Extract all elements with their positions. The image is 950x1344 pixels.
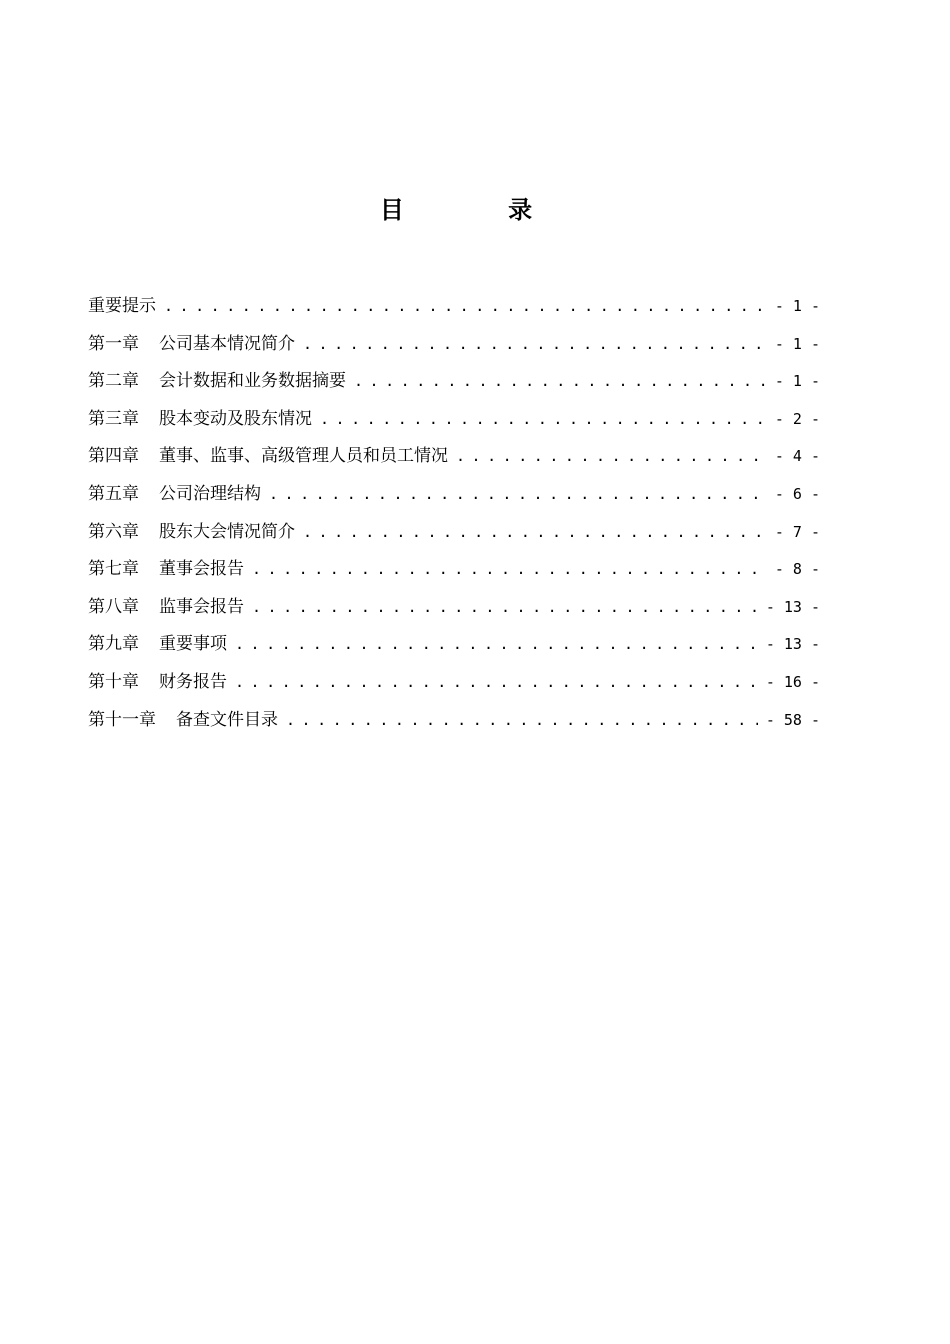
toc-chapter-label: 第七章 (88, 559, 139, 580)
toc-chapter-label: 第十一章 (88, 709, 156, 730)
toc-leader-dots (303, 326, 767, 364)
toc-page-number: - 6 - (774, 484, 820, 503)
toc-page-number: - 1 - (774, 297, 820, 315)
toc-entry-title: 董事、监事、高级管理人员和员工情况 (159, 446, 448, 467)
toc-entry[interactable] (88, 438, 820, 476)
toc-entry[interactable] (88, 476, 820, 514)
toc-entry[interactable] (88, 589, 820, 627)
toc-entry[interactable] (88, 363, 820, 401)
toc-entry-title: 备查文件目录 (176, 709, 278, 730)
toc-page-number: - 2 - (774, 409, 820, 428)
toc-leader-dots (252, 589, 758, 627)
toc-list (88, 288, 820, 739)
toc-leader-dots (252, 551, 767, 589)
toc-leader-dots (456, 438, 767, 476)
toc-entry-title: 董事会报告 (159, 559, 244, 580)
toc-entry-title: 公司治理结构 (159, 483, 261, 504)
toc-page-number: - 16 - (765, 672, 820, 691)
toc-entry-title: 重要提示 (88, 296, 156, 316)
toc-entry[interactable] (88, 664, 820, 702)
toc-entry-title: 股东大会情况简介 (159, 521, 295, 542)
toc-leader-dots (320, 401, 767, 439)
toc-leader-dots (354, 363, 767, 401)
toc-leader-dots (303, 514, 767, 552)
toc-entry[interactable] (88, 551, 820, 589)
toc-page-number: - 8 - (774, 560, 820, 579)
toc-chapter-label: 第一章 (88, 333, 139, 354)
toc-entry[interactable] (88, 288, 820, 326)
toc-leader-dots (286, 702, 758, 740)
toc-page-number: - 13 - (765, 597, 820, 616)
toc-entry[interactable] (88, 326, 820, 364)
toc-page-number: - 1 - (774, 334, 820, 353)
toc-entry-title: 重要事项 (159, 634, 227, 655)
toc-leader-dots (269, 476, 767, 514)
toc-chapter-label: 第五章 (88, 483, 139, 504)
toc-chapter-label: 第九章 (88, 634, 139, 655)
toc-leader-dots (235, 664, 758, 702)
toc-page-number: - 4 - (774, 447, 820, 466)
toc-chapter-label: 第四章 (88, 446, 139, 467)
toc-page-number: - 58 - (765, 710, 820, 729)
toc-chapter-label: 第十章 (88, 671, 139, 692)
toc-chapter-label: 第三章 (88, 408, 139, 429)
toc-entry-title: 公司基本情况简介 (159, 333, 295, 354)
toc-entry-title: 监事会报告 (159, 596, 244, 617)
toc-entry[interactable] (88, 401, 820, 439)
toc-page-number: - 7 - (774, 522, 820, 541)
toc-leader-dots (235, 626, 758, 664)
toc-entry-title: 股本变动及股东情况 (159, 408, 312, 429)
toc-entry[interactable] (88, 514, 820, 552)
toc-page-number: - 1 - (774, 372, 820, 391)
toc-chapter-label: 第二章 (88, 371, 139, 392)
toc-page-number: - 13 - (765, 635, 820, 654)
toc-title: 目 录 (379, 195, 581, 224)
toc-chapter-label: 第六章 (88, 521, 139, 542)
toc-entry[interactable] (88, 702, 820, 740)
toc-entry[interactable] (88, 626, 820, 664)
toc-entry-title: 会计数据和业务数据摘要 (159, 371, 346, 392)
toc-entry-title: 财务报告 (159, 671, 227, 692)
toc-chapter-label: 第八章 (88, 596, 139, 617)
toc-leader-dots (164, 288, 767, 326)
